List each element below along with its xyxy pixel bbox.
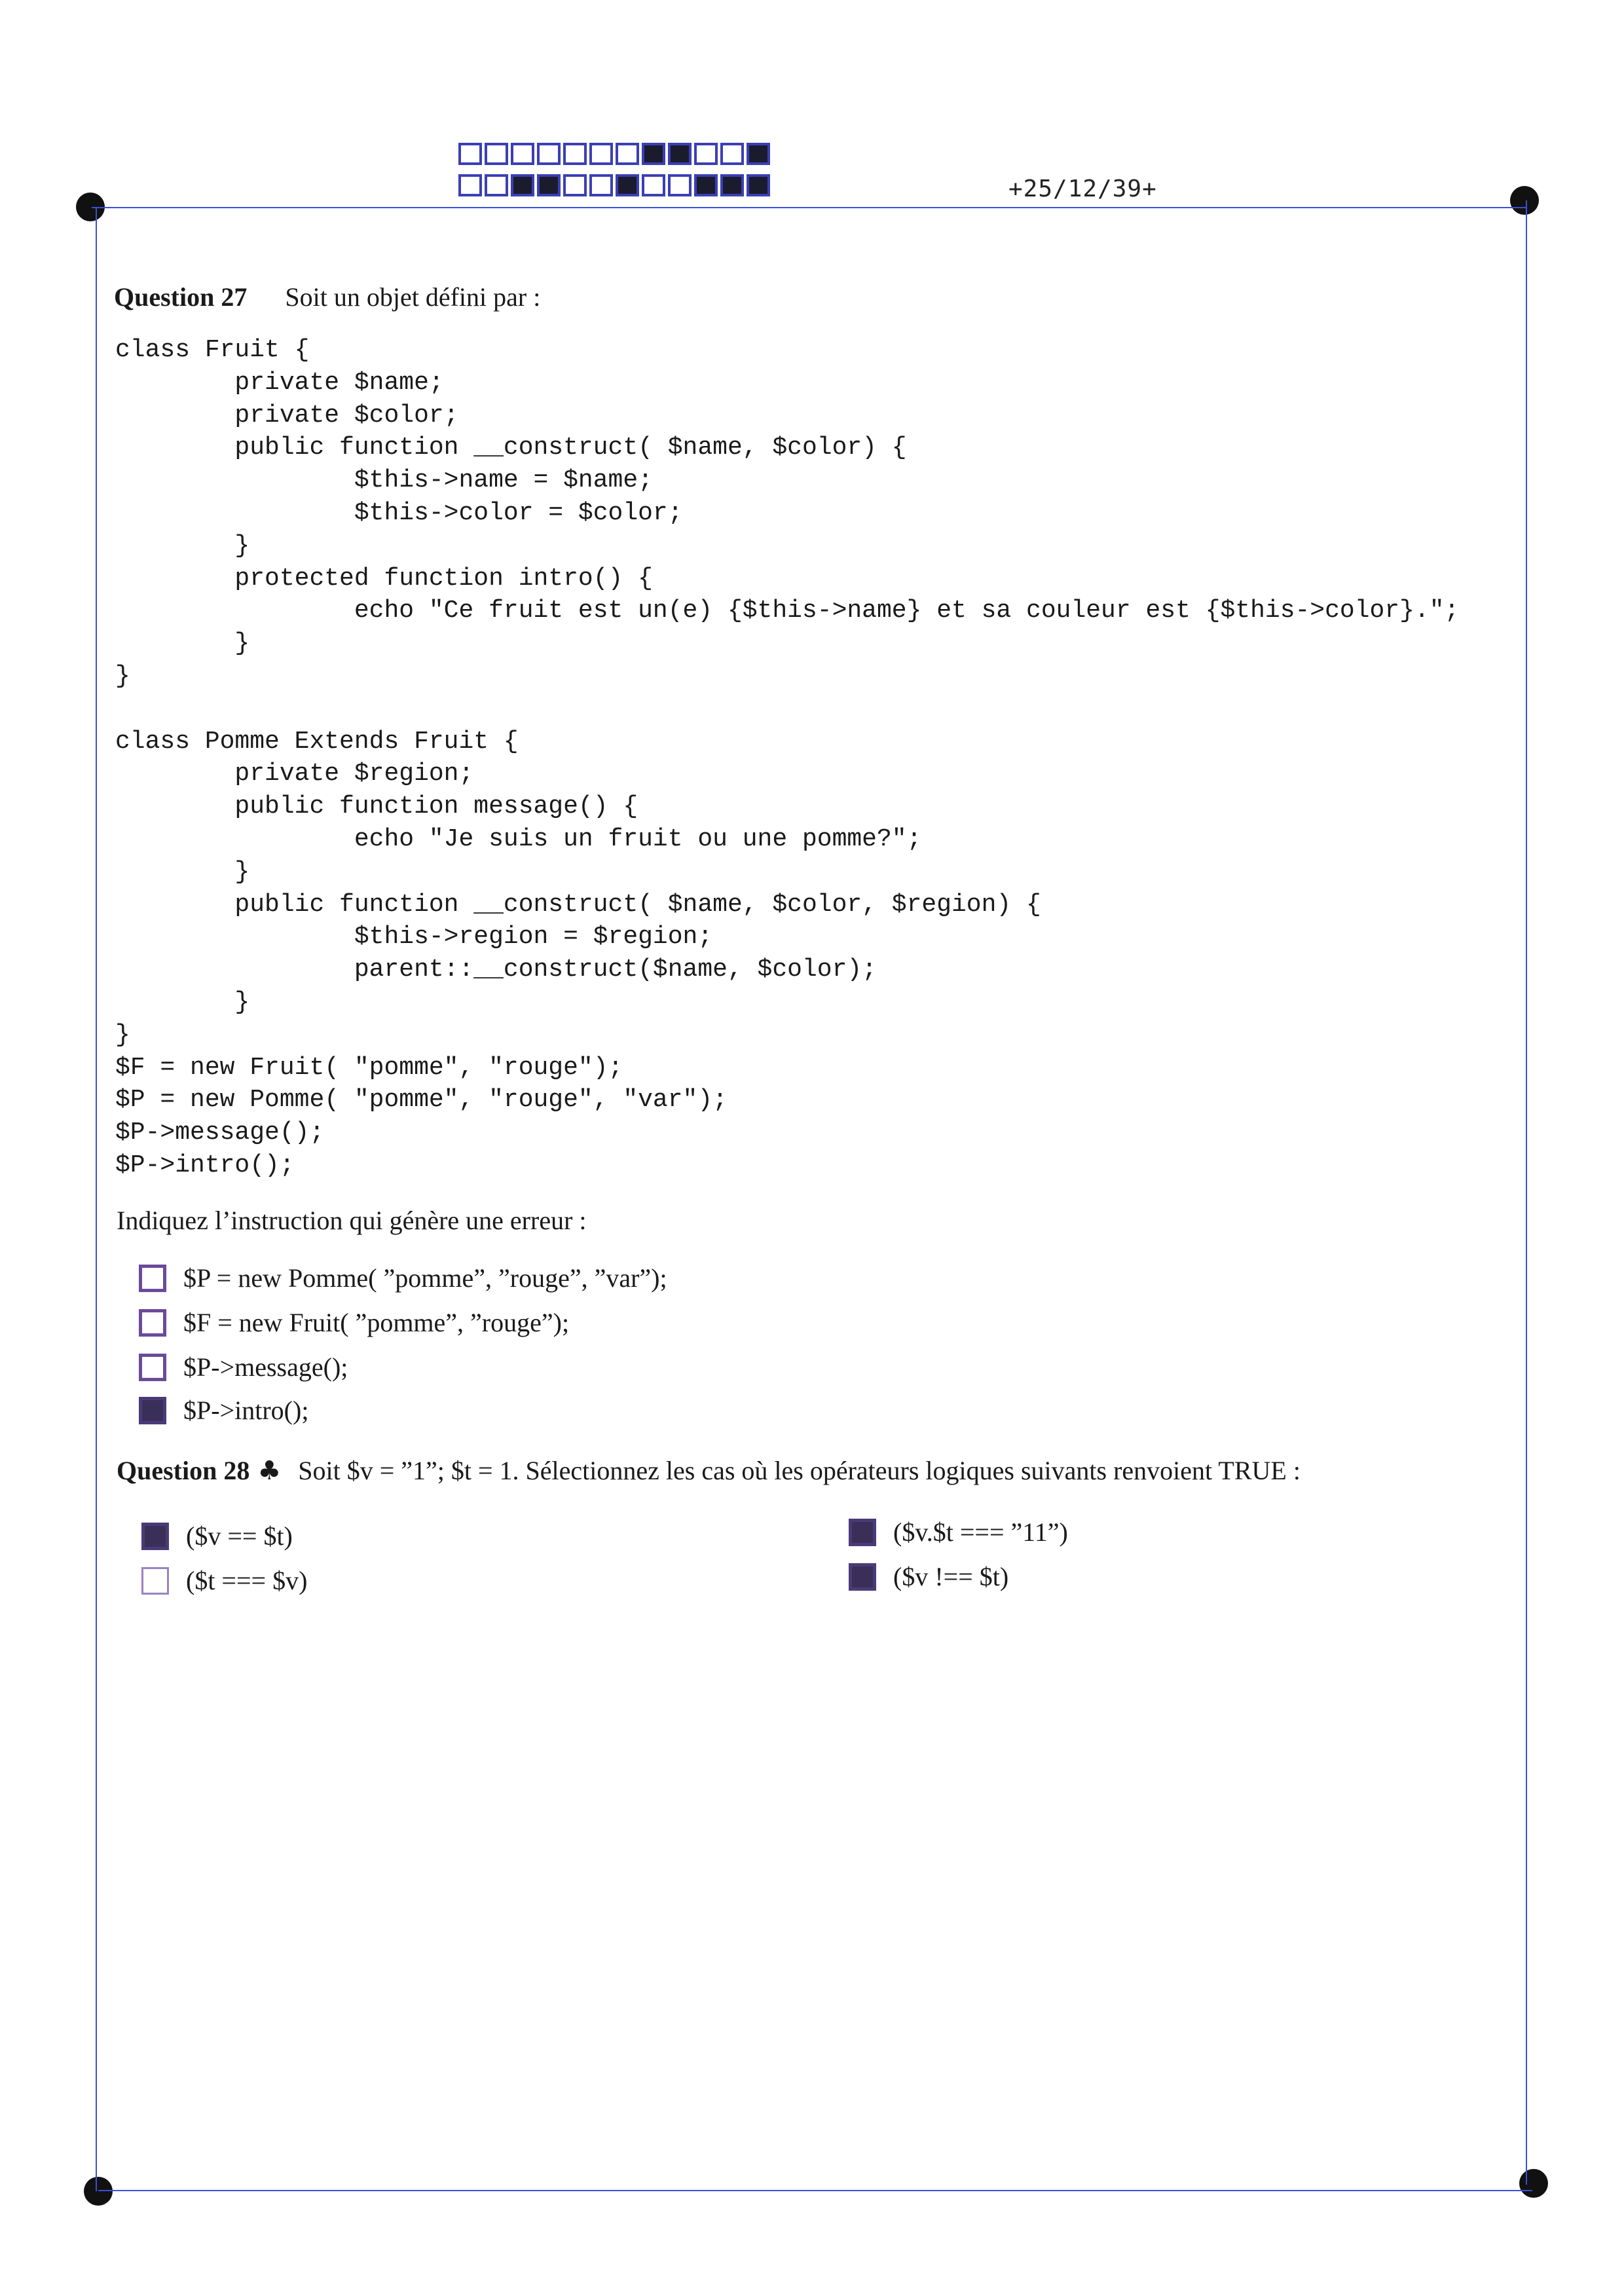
barcode-cell-empty [589, 143, 613, 165]
checkbox-checked[interactable] [141, 1523, 169, 1550]
question-27-number: Question 27 [114, 282, 248, 312]
frame-left [96, 207, 97, 2191]
registration-mark-bottom-right [1519, 2169, 1548, 2198]
option-label: ($v.$t === ”11”) [893, 1517, 1068, 1547]
checkbox[interactable] [141, 1567, 169, 1595]
question-27-intro: Soit un objet défini par : [285, 282, 541, 312]
question-28-intro: Soit $v = ”1”; $t = 1. Sélectionnez les cas où les opérateurs logiques suivants renvoient TRUE : [298, 1456, 1301, 1485]
barcode-cell-filled [720, 174, 744, 196]
option-label: ($t === $v) [186, 1566, 308, 1595]
barcode-cell-empty [458, 174, 482, 196]
barcode-cell-empty [642, 174, 665, 196]
checkbox[interactable] [139, 1309, 166, 1337]
option-label: $F = new Fruit( ”pomme”, ”rouge”); [183, 1308, 570, 1337]
barcode-cell-filled [642, 143, 665, 165]
barcode-cell-filled [511, 174, 534, 196]
frame-right [1526, 200, 1527, 2185]
barcode-cell-filled [616, 174, 639, 196]
checkbox[interactable] [139, 1354, 166, 1381]
barcode-cell-empty [485, 143, 508, 165]
barcode-cell-empty [563, 143, 587, 165]
q27-option-3[interactable] [139, 1352, 348, 1382]
barcode-cell-filled [668, 143, 692, 165]
barcode-cell-empty [563, 174, 587, 196]
barcode-cell-filled [747, 174, 770, 196]
registration-mark-top-right [1510, 186, 1539, 215]
barcode-cell-empty [537, 143, 561, 165]
barcode-cell-empty [720, 143, 744, 165]
q27-option-1[interactable] [139, 1263, 667, 1293]
barcode-cell-empty [694, 143, 718, 165]
q28-option-4[interactable] [849, 1561, 1008, 1592]
option-label: ($v == $t) [186, 1521, 293, 1551]
q28-option-2[interactable] [849, 1517, 1068, 1547]
question-28-header [117, 1455, 1301, 1486]
barcode-row-2 [458, 174, 770, 196]
barcode-cell-filled [747, 143, 770, 165]
checkbox-checked[interactable] [849, 1519, 876, 1546]
frame-bottom [98, 2190, 1532, 2191]
option-label: ($v !== $t) [893, 1562, 1009, 1591]
checkbox[interactable] [139, 1265, 166, 1292]
question-27-header [114, 282, 540, 312]
barcode-cell-empty [668, 174, 692, 196]
page-code: +25/12/39+ [1008, 176, 1157, 202]
barcode-cell-filled [694, 174, 718, 196]
php-code-block: class Fruit { private $name; private $color; public function __construct( $name, $color) { $this->name = $name; $this->color = $color; } protected function intro() { echo "Ce fruit est un(e) {$this->name} et sa couleur est {$this->color}."; } } class Pomme Extends Fruit { private $region; public function message() { echo "Je suis un fruit ou une pomme?"; } public function __construct( $name, $color, $region) { $this->region = $region; parent::__construct($name, $color); } } $F = new Fruit( "pomme", "rouge"); $P = new Pomme( "pomme", "rouge", "var"); $P->message(); $P->intro(); [115, 336, 1460, 1179]
club-icon: ♣ [257, 1456, 282, 1486]
q28-option-3[interactable] [141, 1565, 307, 1596]
question-27-prompt: Indiquez l’instruction qui génère une erreur : [117, 1206, 587, 1235]
registration-mark-bottom-left [84, 2177, 113, 2206]
checkbox-checked[interactable] [849, 1563, 876, 1591]
barcode-cell-empty [458, 143, 482, 165]
checkbox-checked[interactable] [139, 1397, 166, 1424]
frame-top [92, 207, 1526, 208]
q27-option-4[interactable] [139, 1395, 308, 1426]
barcode-cell-empty [589, 174, 613, 196]
question-28-number: Question 28 [117, 1456, 250, 1485]
q27-option-2[interactable] [139, 1307, 569, 1338]
barcode-cell-filled [537, 174, 561, 196]
q28-option-1[interactable] [141, 1521, 293, 1551]
option-label: $P = new Pomme( ”pomme”, ”rouge”, ”var”); [183, 1263, 667, 1293]
option-label: $P->intro(); [183, 1396, 309, 1425]
barcode-cell-empty [485, 174, 508, 196]
barcode-cell-empty [616, 143, 639, 165]
barcode-row-1 [458, 143, 770, 165]
barcode-cell-empty [511, 143, 534, 165]
option-label: $P->message(); [183, 1352, 348, 1382]
